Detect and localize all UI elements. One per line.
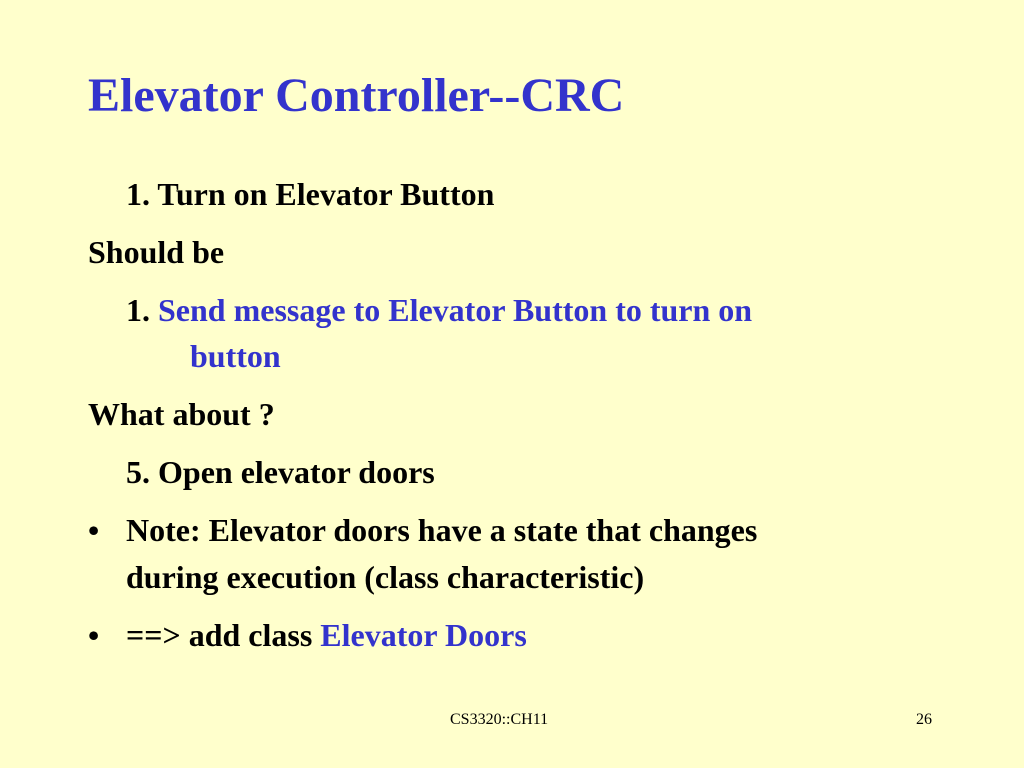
step-send-message [126, 294, 752, 326]
should-be-label: Should be [88, 234, 225, 270]
step-send-message-text: Send message to Elevator Button to turn on [158, 292, 753, 328]
footer-course: CS3320::CH11 [450, 711, 549, 728]
step-turn-on-button: 1. Turn on Elevator Button [126, 176, 495, 212]
note-line-1: Note: Elevator doors have a state that changes [126, 512, 758, 548]
step-send-message-continuation: button [190, 338, 281, 374]
add-class-text: ==> add class [126, 617, 321, 653]
bullet-marker: • [88, 512, 100, 548]
slide-title: Elevator Controller--CRC [88, 69, 625, 122]
bullet-marker: • [88, 617, 100, 653]
what-about-label: What about ? [88, 396, 275, 432]
footer-page-number: 26 [916, 711, 932, 728]
add-class-name: Elevator Doors [320, 617, 527, 653]
step-open-doors: 5. Open elevator doors [126, 454, 435, 490]
add-class-line [126, 619, 527, 651]
step-send-message-number: 1. [126, 292, 158, 328]
note-line-2: during execution (class characteristic) [126, 559, 645, 595]
